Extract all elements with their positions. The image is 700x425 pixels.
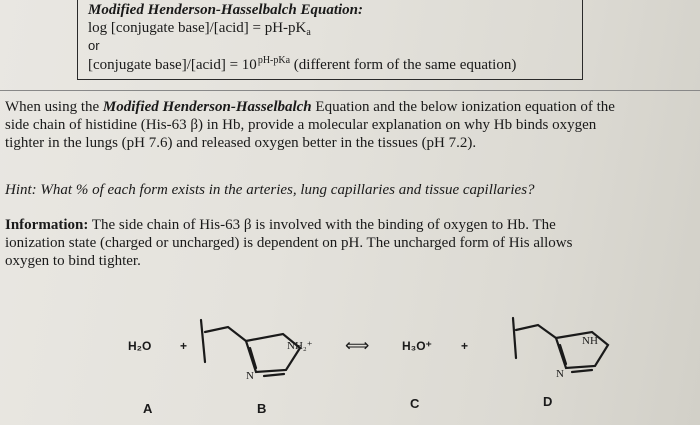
- equation-or: or: [88, 38, 100, 53]
- question-paragraph: [5, 98, 615, 152]
- equation-exp-sup: pH-pKa: [257, 55, 291, 66]
- equation-log-sub: a: [306, 27, 311, 38]
- plus-sign-1: +: [180, 339, 188, 353]
- hydronium-label: H₃O⁺: [402, 339, 432, 353]
- hint-text: Hint: What % of each form exists in the arteries, lung capillaries and tissue capillaries?: [5, 182, 535, 198]
- ionization-equation: [0, 290, 700, 425]
- question-emphasis: Modified Henderson-Hasselbalch: [102, 99, 312, 115]
- question-line-2: side chain of histidine (His-63 β) in Hb, provide a molecular explanation on why Hb binds oxygen: [5, 117, 597, 133]
- equation-exp-note: (different form of the same equation): [290, 57, 517, 73]
- nitrogen-label-d: N: [556, 368, 564, 380]
- equation-title: Modified Henderson-Hasselbalch Equation:: [88, 2, 364, 18]
- information-l1: The side chain of His-63 β is involved with the binding of oxygen to Hb. The: [88, 217, 556, 233]
- label-c: C: [410, 396, 420, 411]
- structure-drawing: [0, 290, 700, 425]
- information-line-3: oxygen to bind tighter.: [5, 253, 141, 269]
- nitrogen-label-b: N: [246, 370, 254, 382]
- label-a: A: [143, 401, 153, 416]
- information-paragraph: [5, 216, 572, 270]
- question-line-3: tighter in the lungs (pH 7.6) and released oxygen better in the tissues (pH 7.2).: [5, 135, 477, 151]
- divider: [0, 90, 700, 91]
- equation-box: [77, 0, 583, 80]
- question-l1a: When using the: [5, 99, 103, 115]
- equation-log-form: [88, 20, 311, 38]
- information-line-1: [5, 216, 572, 234]
- water-label: H₂O: [128, 339, 152, 353]
- question-line-1: [5, 98, 615, 116]
- nh-label: NH: [582, 335, 598, 347]
- equation-exp-text: [conjugate base]/[acid] = 10: [88, 57, 257, 73]
- label-d: D: [543, 394, 553, 409]
- equilibrium-arrow: ⟺: [345, 336, 370, 355]
- information-label: Information:: [5, 217, 89, 233]
- plus-sign-2: +: [461, 339, 469, 353]
- equation-log-text: log [conjugate base]/[acid] = pH-pK: [88, 20, 307, 36]
- information-line-2: ionization state (charged or uncharged) is dependent on pH. The uncharged form of His allows: [5, 235, 573, 251]
- protonated-imidazole-structure: [201, 320, 300, 376]
- nh2-plus-label: NH₂⁺: [287, 340, 313, 352]
- label-b: B: [257, 401, 267, 416]
- equation-exp-form: [88, 55, 516, 74]
- question-l1b: Equation and the below ionization equation of the: [311, 99, 615, 115]
